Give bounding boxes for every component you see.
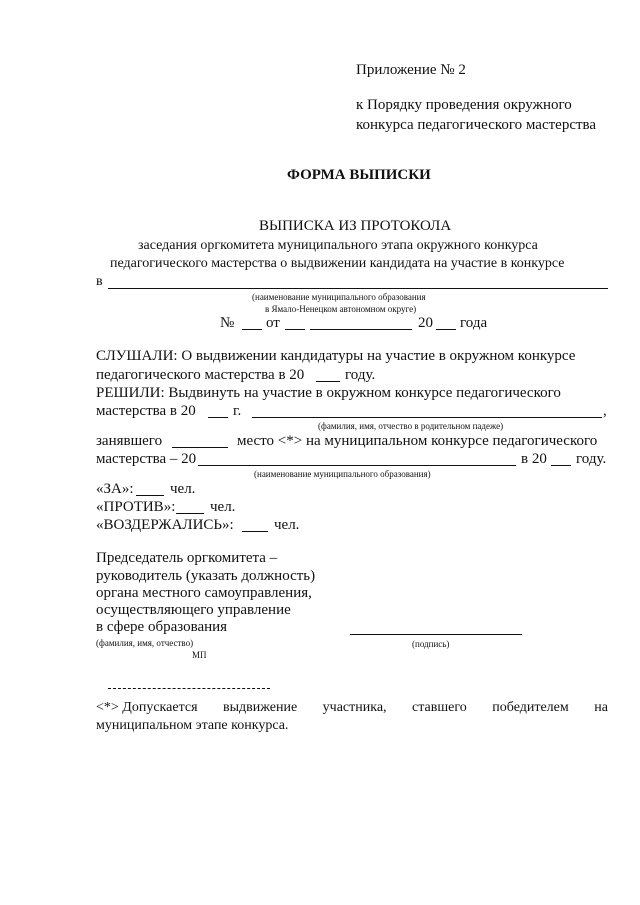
vote-for-unit: чел.: [170, 481, 196, 497]
chairman-line3: органа местного самоуправления,: [96, 585, 312, 601]
protocol-from-label: от: [266, 315, 280, 331]
protocol-day-blank: [285, 329, 305, 330]
decided-line2-end: ,: [603, 403, 607, 419]
vote-against-blank: [176, 513, 204, 514]
subtitle-line1: заседания оргкомитета муниципального этапа окружного конкурса: [138, 238, 538, 253]
vote-abstained-label: «ВОЗДЕРЖАЛИСЬ»:: [96, 517, 234, 533]
appendix-ref-line2: конкурса педагогического мастерства: [356, 117, 597, 133]
doc-title: ВЫПИСКА ИЗ ПРОТОКОЛА: [259, 218, 452, 234]
heard-line2-post: году.: [345, 367, 376, 383]
decided-line3-post: место <*> на муниципальном конкурсе педагогического: [237, 433, 598, 449]
municipality-hint-line1: (наименование муниципального образования: [252, 292, 426, 302]
vote-abstained-unit: чел.: [274, 517, 300, 533]
heard-year-blank: [316, 381, 340, 382]
decided-year-blank: [208, 417, 228, 418]
in-prefix: в: [96, 274, 103, 289]
footnote-line1: [96, 700, 608, 716]
protocol-year-blank: [436, 329, 456, 330]
decided-line4-mid: в 20: [521, 451, 547, 467]
decided-place-blank: [172, 447, 228, 448]
appendix-ref-line1: к Порядку проведения окружного: [356, 97, 572, 113]
vote-against-label: «ПРОТИВ»:: [96, 499, 176, 515]
vote-against-unit: чел.: [210, 499, 236, 515]
decided-name-hint: (фамилия, имя, отчество в родительном падеже): [318, 421, 504, 431]
decided-line1: РЕШИЛИ: Выдвинуть на участие в окружном конкурсе педагогического: [96, 385, 561, 401]
decided-year2-blank: [551, 465, 571, 466]
heard-line2-pre: педагогического мастерства в 20: [96, 367, 305, 383]
decided-municipality-hint: (наименование муниципального образования): [254, 469, 431, 479]
protocol-year-prefix: 20: [418, 315, 433, 331]
footnote-word: <*> Допускается: [96, 700, 198, 715]
chairman-line4: осуществляющего управление: [96, 602, 291, 618]
vote-for-blank: [136, 495, 164, 496]
footnote-word: на: [594, 700, 608, 715]
form-title: ФОРМА ВЫПИСКИ: [287, 167, 431, 183]
heard-line1: СЛУШАЛИ: О выдвижении кандидатуры на участие в окружном конкурсе: [96, 348, 576, 364]
decided-line2-mid: г.: [233, 403, 242, 419]
decided-line4-end: году.: [576, 451, 607, 467]
decided-name-blank: [252, 417, 602, 418]
subtitle-line2: педагогического мастерства о выдвижении кандидата на участие в конкурсе: [110, 256, 565, 271]
chairman-line5: в сфере образования: [96, 619, 228, 635]
signature-hint: (подпись): [412, 639, 450, 649]
chairman-line1: Председатель оргкомитета –: [96, 550, 278, 566]
signature-blank: [350, 634, 522, 635]
footnote-separator: [108, 688, 270, 689]
chairman-line2: руководитель (указать должность): [96, 568, 316, 584]
appendix-number: Приложение № 2: [356, 62, 466, 78]
protocol-month-blank: [310, 329, 412, 330]
footnote-word: ставшего: [412, 700, 467, 715]
vote-for-label: «ЗА»:: [96, 481, 134, 497]
footnote-word: выдвижение: [223, 700, 298, 715]
decided-line3-pre: занявшего: [96, 433, 163, 449]
decided-line4-pre: мастерства – 20: [96, 451, 197, 467]
chairman-name-hint: (фамилия, имя, отчество): [96, 638, 194, 648]
footnote-line2: муниципальном этапе конкурса.: [96, 718, 289, 733]
protocol-number-label: №: [220, 315, 235, 331]
municipality-hint-line2: в Ямало-Ненецком автономном округе): [265, 304, 417, 314]
protocol-year-suffix: года: [460, 315, 488, 331]
stamp-label: МП: [192, 650, 207, 660]
decided-municipality-blank: [198, 465, 516, 466]
vote-abstained-blank: [242, 531, 268, 532]
footnote-word: победителем: [492, 700, 569, 715]
municipality-blank: [108, 288, 608, 289]
protocol-number-blank: [242, 329, 262, 330]
decided-line2-pre: мастерства в 20: [96, 403, 196, 419]
footnote-word: участника,: [322, 700, 387, 715]
